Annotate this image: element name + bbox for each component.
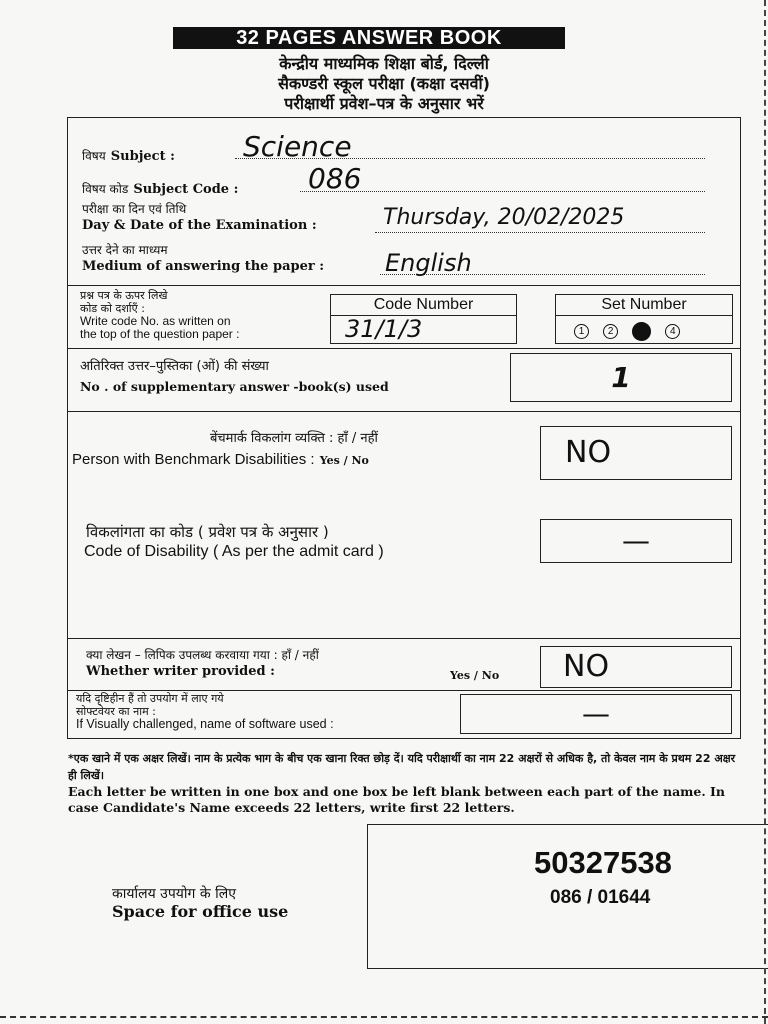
divider bbox=[68, 348, 740, 349]
subject-code-value[interactable]: 086 bbox=[308, 162, 362, 195]
medium-label-hindi: उत्तर देने का माध्यम bbox=[82, 243, 168, 257]
office-label-hindi: कार्यालय उपयोग के लिए bbox=[112, 886, 236, 902]
software-label-english: If Visually challenged, name of software used : bbox=[76, 717, 334, 731]
disability-code-label-hindi: विकलांगता का कोड ( प्रवेश पत्र के अनुसार ) bbox=[86, 523, 329, 541]
supplementary-value: 1 bbox=[611, 361, 631, 394]
writer-label-english: Whether writer provided : bbox=[86, 664, 275, 679]
subject-label-english: Subject : bbox=[110, 149, 175, 164]
set-number-box bbox=[555, 294, 733, 344]
code-number-label: Code Number bbox=[331, 295, 516, 316]
page-right-edge bbox=[764, 0, 766, 1024]
exam-date-label-english: Day & Date of the Examination : bbox=[82, 218, 317, 233]
instruction-note-english: Each letter be written in one box and one box be left blank between each part of the name. In case Candidate's Name exceeds 22 letters, write first 22 letters. bbox=[68, 784, 725, 815]
set-option-1[interactable]: 1 bbox=[574, 324, 589, 339]
instruction-note-hindi: *एक खाने में एक अक्षर लिखें। नाम के प्रत्येक भाग के बीच एक खाना रिक्त छोड़ दें। यदि परीक्षार्थी का नाम 22 अक्षरों से अधिक है, तो केवल नाम के प्रथम 22 अक्षर ही लिखें। bbox=[68, 752, 736, 782]
set-number-label: Set Number bbox=[556, 295, 732, 316]
subject-label bbox=[82, 145, 175, 164]
writer-label-hindi: क्या लेखन – लिपिक उपलब्ध करवाया गया : हाँ / नहीं bbox=[86, 648, 319, 662]
medium-value[interactable]: English bbox=[385, 249, 472, 277]
subject-code-label bbox=[82, 178, 238, 197]
divider bbox=[68, 285, 740, 286]
divider bbox=[68, 638, 740, 639]
exam-date-value[interactable]: Thursday, 20/02/2025 bbox=[383, 205, 625, 230]
benchmark-value: NO bbox=[565, 435, 612, 470]
software-label-hindi-2: सोफ्टवेयर का नाम : bbox=[76, 705, 156, 718]
page-bottom-edge bbox=[0, 1016, 768, 1018]
subject-value[interactable]: Science bbox=[243, 130, 352, 163]
exam-name-hindi: सैकण्डरी स्कूल परीक्षा (कक्षा दसवीं) bbox=[278, 74, 490, 93]
divider bbox=[68, 690, 740, 691]
writer-yes-no: Yes / No bbox=[450, 669, 500, 682]
office-label-english: Space for office use bbox=[112, 902, 289, 921]
subject-code-label-hindi: विषय कोड bbox=[82, 182, 129, 196]
set-option-3-selected[interactable]: 3 bbox=[632, 322, 651, 341]
benchmark-label bbox=[72, 449, 369, 468]
board-name-hindi: केन्द्रीय माध्यमिक शिक्षा बोर्ड, दिल्ली bbox=[279, 54, 489, 73]
code-instructions-hindi-1: प्रश्न पत्र के ऊपर लिखे bbox=[80, 289, 168, 302]
subject-label-hindi: विषय bbox=[82, 149, 106, 163]
office-use-box bbox=[367, 824, 768, 969]
code-number-value[interactable]: 31/1/3 bbox=[345, 315, 423, 343]
set-option-4[interactable]: 4 bbox=[665, 324, 680, 339]
benchmark-label-english: Person with Benchmark Disabilities : bbox=[72, 451, 315, 468]
exam-date-line bbox=[375, 232, 705, 233]
supplementary-label-english: No . of supplementary answer -book(s) used bbox=[80, 379, 389, 394]
code-instructions-hindi-2: कोड को दर्शाएँ : bbox=[80, 302, 145, 315]
subject-code-label-english: Subject Code : bbox=[133, 182, 239, 197]
supplementary-box[interactable] bbox=[510, 353, 732, 402]
disability-code-value: — bbox=[622, 524, 650, 557]
exam-date-label-hindi: परीक्षा का दिन एवं तिथि bbox=[82, 202, 187, 216]
fill-instruction-hindi: परीक्षार्थी प्रवेश–पत्र के अनुसार भरें bbox=[284, 94, 484, 113]
code-instructions-english-1: Write code No. as written on bbox=[80, 314, 231, 328]
disability-code-box[interactable] bbox=[540, 519, 732, 563]
disability-code-label-english: Code of Disability ( As per the admit card ) bbox=[84, 543, 384, 560]
set-number-options bbox=[556, 316, 732, 341]
office-barcode-number: 50327538 bbox=[534, 845, 672, 880]
office-sub-number: 086 / 01644 bbox=[550, 887, 651, 908]
code-instructions-english-2: the top of the question paper : bbox=[80, 327, 240, 341]
benchmark-box[interactable] bbox=[540, 426, 732, 480]
supplementary-label-hindi: अतिरिक्त उत्तर–पुस्तिका (ओं) की संख्या bbox=[80, 359, 269, 374]
writer-value: NO bbox=[563, 649, 610, 684]
software-label-hindi-1: यदि दृष्टिहीन हैं तो उपयोग में लाए गये bbox=[76, 692, 224, 705]
benchmark-yes-no: Yes / No bbox=[319, 454, 369, 467]
benchmark-label-hindi: बेंचमार्क विकलांग व्यक्ति : हाँ / नहीं bbox=[210, 431, 378, 446]
writer-box[interactable] bbox=[540, 646, 732, 688]
answer-book-banner: 32 PAGES ANSWER BOOK bbox=[173, 27, 565, 49]
software-value: — bbox=[582, 697, 610, 730]
code-instructions bbox=[80, 289, 239, 341]
software-label bbox=[76, 692, 334, 731]
code-number-box bbox=[330, 294, 517, 344]
divider bbox=[68, 411, 740, 412]
software-box[interactable] bbox=[460, 694, 732, 734]
set-option-2[interactable]: 2 bbox=[603, 324, 618, 339]
medium-label-english: Medium of answering the paper : bbox=[82, 259, 325, 274]
